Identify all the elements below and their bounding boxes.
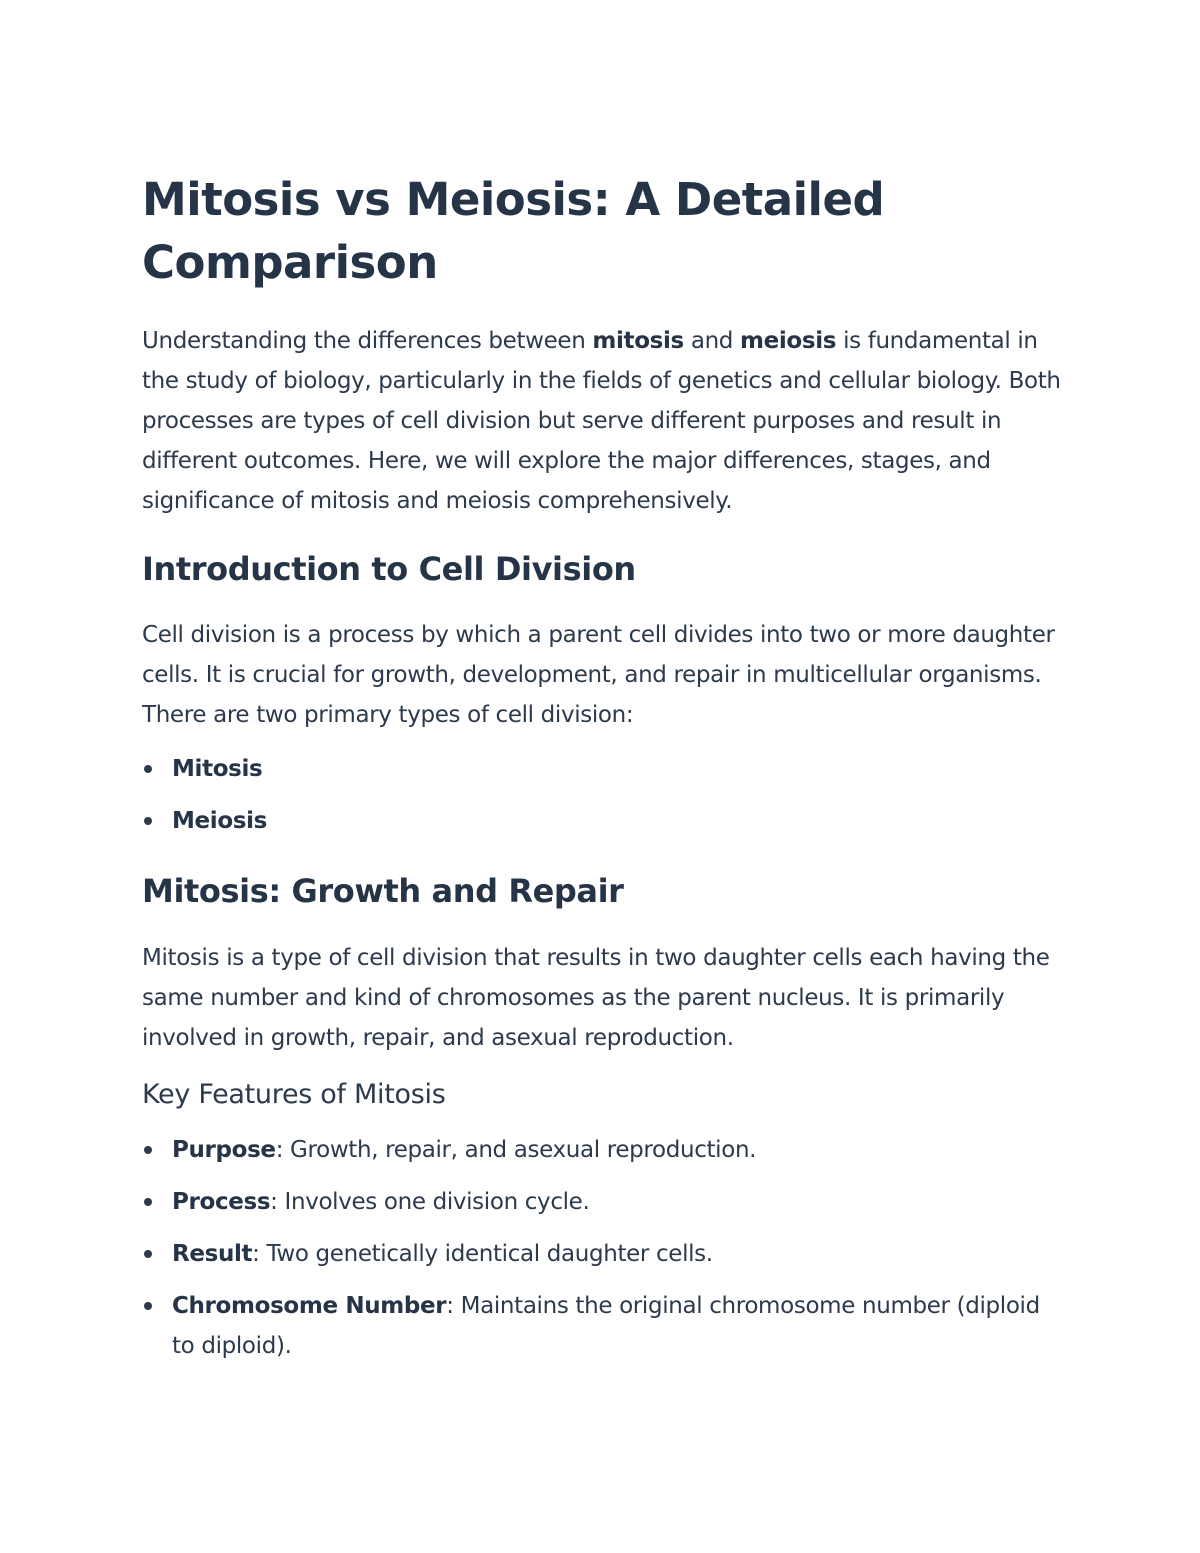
feature-text: : Two genetically identical daughter cells. <box>252 1241 713 1267</box>
list-item <box>142 801 1062 841</box>
feature-label: Result <box>172 1241 253 1267</box>
bullet-icon <box>144 1198 152 1206</box>
bullet-icon <box>144 765 152 773</box>
division-types-list <box>142 749 1062 841</box>
list-item <box>142 1286 1062 1366</box>
list-item <box>142 749 1062 789</box>
bullet-icon <box>144 1146 152 1154</box>
list-item <box>142 1234 1062 1274</box>
feature-text: : Growth, repair, and asexual reproduction. <box>275 1137 757 1163</box>
mitosis-features-list <box>142 1130 1062 1366</box>
intro-paragraph <box>142 321 1062 521</box>
bullet-icon <box>144 817 152 825</box>
feature-text: : Involves one division cycle. <box>270 1189 590 1215</box>
feature-label: Purpose <box>172 1137 276 1163</box>
intro-text-1: Understanding the differences between <box>142 328 593 354</box>
intro-bold-mitosis: mitosis <box>592 328 684 354</box>
intro-bold-meiosis: meiosis <box>740 328 837 354</box>
section-heading-cell-division: Introduction to Cell Division <box>142 550 636 588</box>
bullet-icon <box>144 1302 152 1310</box>
feature-label: Process <box>172 1189 271 1215</box>
page-title: Mitosis vs Meiosis: A Detailed Comparison <box>142 173 885 289</box>
section-heading-mitosis: Mitosis: Growth and Repair <box>142 872 624 910</box>
list-item <box>142 1182 1062 1222</box>
feature-text: : Maintains the original chromosome number (diploid to diploid). <box>172 1293 1040 1359</box>
list-item-label: Mitosis <box>172 756 263 782</box>
bullet-icon <box>144 1250 152 1258</box>
list-item <box>142 1130 1062 1170</box>
cell-division-paragraph: Cell division is a process by which a parent cell divides into two or more daughter cells. It is crucial for growth, development, and repair in multicellular organisms. There are two primary types of cell division: <box>142 622 1055 728</box>
feature-label: Chromosome Number <box>172 1293 447 1319</box>
intro-text-3: is fundamental in the study of biology, particularly in the fields of genetics and cellular biology. Both processes are types of cell division but serve different purposes and result in different outcomes. Here, we will explore the major differences, stages, and significance of mitosis and meiosis comprehensively. <box>142 328 1061 514</box>
mitosis-paragraph: Mitosis is a type of cell division that results in two daughter cells each having the same number and kind of chromosomes as the parent nucleus. It is primarily involved in growth, repair, and asexual reproduction. <box>142 945 1050 1051</box>
list-item-label: Meiosis <box>172 808 267 834</box>
intro-text-2: and <box>683 328 741 354</box>
subheading-key-features: Key Features of Mitosis <box>142 1079 446 1110</box>
document-page <box>142 168 1062 1366</box>
